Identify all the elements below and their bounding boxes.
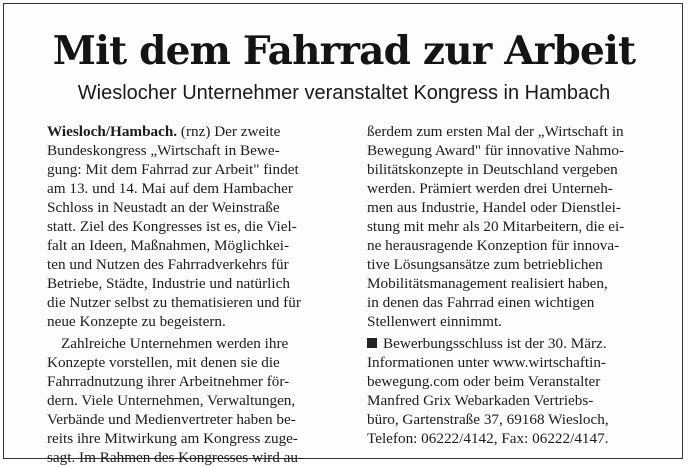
body-line: Betriebe, Städte, Industrie und natürlich (47, 275, 290, 292)
body-line: werden. Prämiert werden drei Unterneh- (367, 180, 613, 197)
body-line: Bewegung Award" für innovative Nahmo- (367, 142, 625, 159)
info-box-line: Telefon: 06222/4142, Fax: 06222/4147. (367, 430, 609, 447)
body-line: neue Konzepte zu begeistern. (47, 313, 226, 330)
body-line: die Nutzer selbst zu thematisieren und für (47, 294, 301, 311)
body-line: am 13. und 14. Mai auf dem Hambacher (47, 180, 293, 197)
body-line: Fahrradnutzung ihrer Arbeitnehmer för- (47, 373, 290, 390)
info-box-line: büro, Gartenstraße 37, 69168 Wiesloch, (367, 411, 609, 428)
body-line: statt. Ziel des Kongresses ist es, die Viel- (47, 218, 297, 235)
body-line (47, 122, 280, 141)
info-box-line: Informationen unter www.wirtschaftin- (367, 354, 606, 371)
body-line: Schloss in Neustadt an der Weinstraße (47, 199, 280, 216)
body-line: ten und Nutzen des Fahrradverkehrs für (47, 256, 289, 273)
body-line: ne herausragende Konzeption für innova- (367, 237, 620, 254)
body-line: dern. Viele Unternehmen, Verwaltungen, (47, 392, 296, 409)
body-line: reits ihre Mitwirkung am Kongress zuge- (47, 430, 298, 447)
square-bullet-icon (367, 338, 377, 348)
body-line: Konzepte vorstellen, mit denen sie die (47, 354, 280, 371)
body-line: Mobilitätsmanagement realisiert haben, (367, 275, 608, 292)
body-line: stung mit mehr als 20 Mitarbeitern, die ei- (367, 218, 625, 235)
body-line: men aus Industrie, Handel oder Dienstlei- (367, 199, 621, 216)
dateline: Wiesloch/Hambach. (47, 123, 178, 140)
body-line: tive Lösungsansätze zum betrieblichen (367, 256, 603, 273)
body-line: Zahlreiche Unternehmen werden ihre (61, 335, 289, 352)
info-line-text: Bewerbungsschluss ist der 30. März. (383, 335, 607, 352)
body-line: gung: Mit dem Fahrrad zur Arbeit" findet (47, 161, 299, 178)
body-line: Verbände und Medienvertreter haben be- (47, 411, 296, 428)
body-line: falt an Ideen, Maßnahmen, Möglichkei- (47, 237, 290, 254)
article-subheadline: Wieslocher Unternehmer veranstaltet Kongress in Hambach (77, 82, 611, 104)
info-box-line: Manfred Grix Webarkaden Vertriebs- (367, 392, 594, 409)
body-line: ßerdem zum ersten Mal der „Wirtschaft in (367, 123, 624, 140)
info-box-line (367, 334, 607, 353)
newspaper-clipping (3, 3, 683, 466)
body-line: bilitätskonzepte in Deutschland vergeben (367, 161, 618, 178)
info-box-line: bewegung.com oder beim Veranstalter (367, 373, 601, 390)
body-line-text: (rnz) Der zweite (177, 123, 281, 140)
body-line: Bundeskongress „Wirtschaft in Bewe- (47, 142, 280, 159)
article-headline: Mit dem Fahrrad zur Arbeit (52, 28, 636, 74)
body-line: in denen das Fahrrad einen wichtigen (367, 294, 595, 311)
body-line: sagt. Im Rahmen des Kongresses wird au- (47, 449, 304, 466)
body-line: Stellenwert einnimmt. (367, 313, 502, 330)
